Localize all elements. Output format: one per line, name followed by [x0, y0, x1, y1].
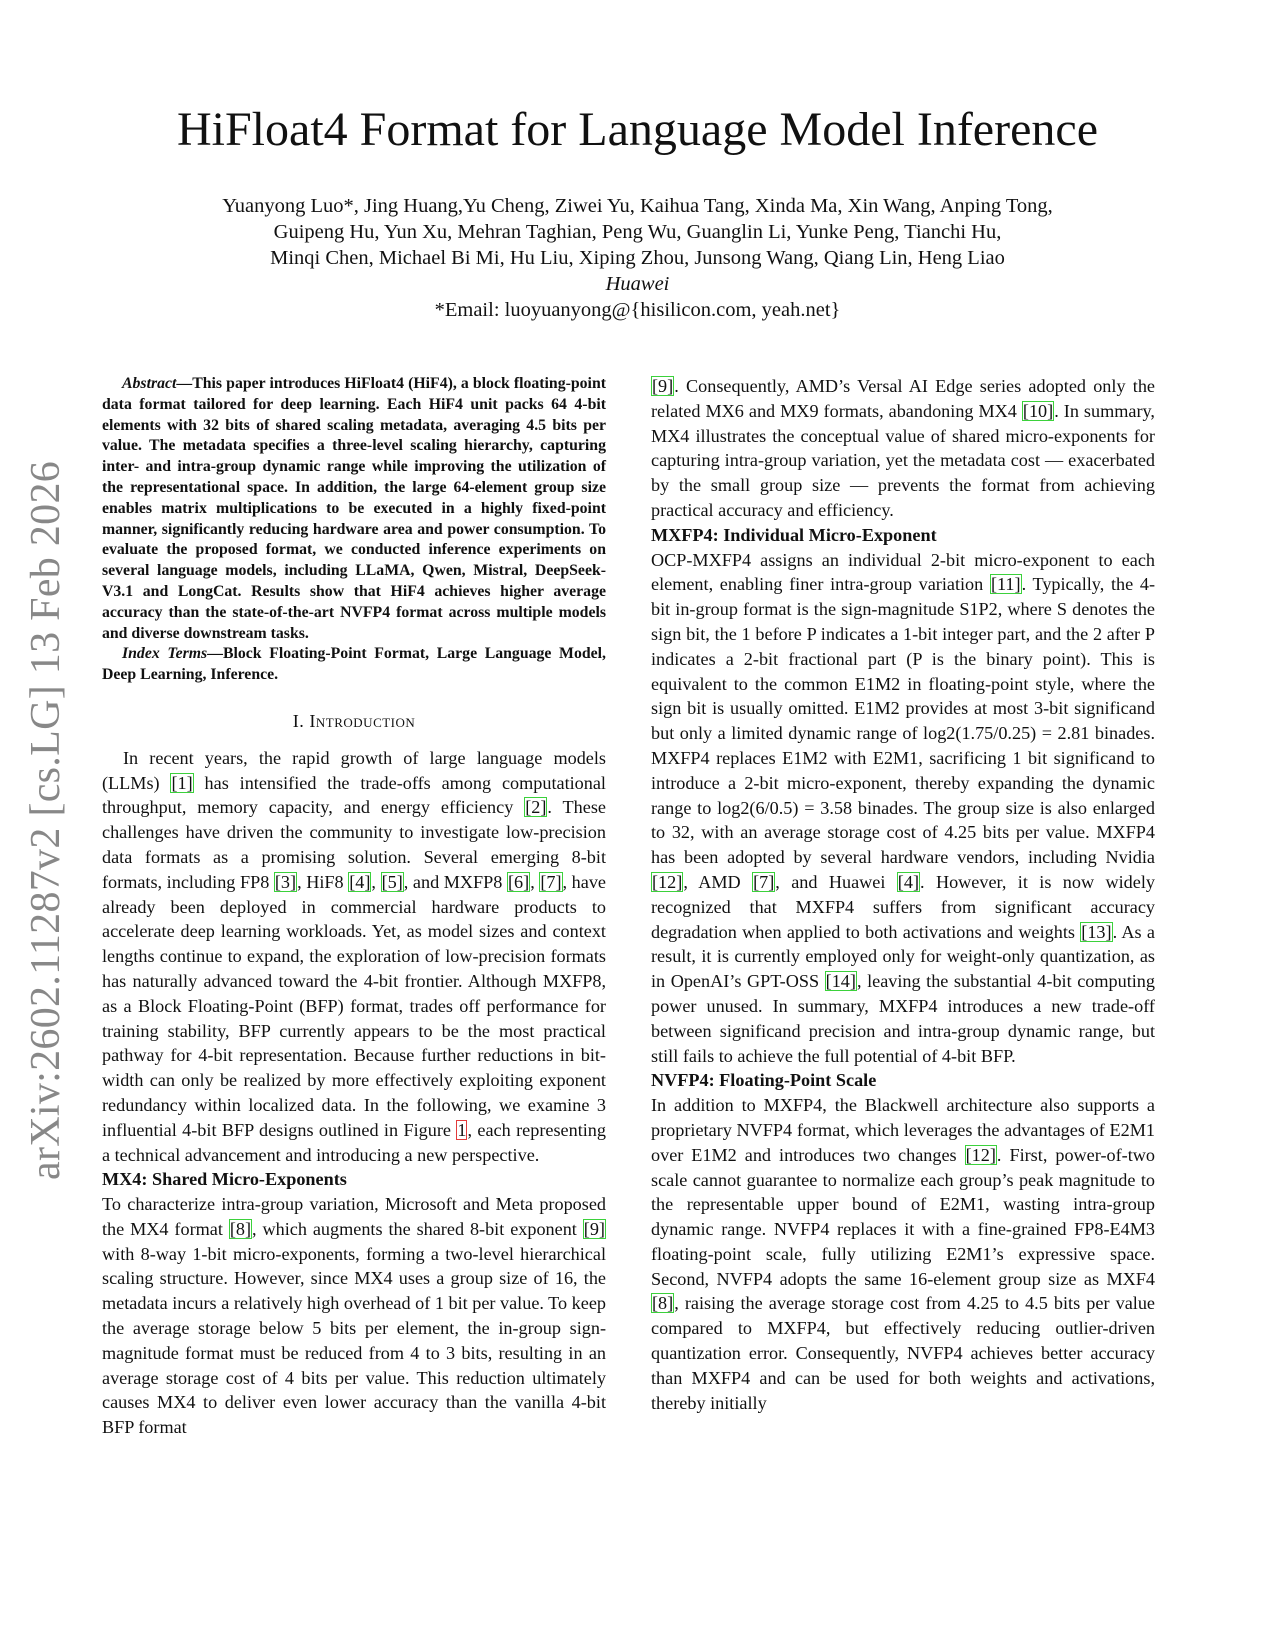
left-column — [102, 374, 606, 1440]
citation-link[interactable]: [10] — [1022, 400, 1054, 421]
citation-link[interactable]: [8] — [652, 1293, 674, 1314]
text-run: . Typically, the 4-bit in-group format is the sign-magnitude S1P2, where S denotes the sign bit, the 1 before P indicates a 1-bit integer part, and the 2 after P indicates a 2-bit fractional part (P is the binary point). This is equivalent to the common E1M2 in floating-point style, where the sign bit is usually omitted. E1M2 provides at most 3-bit significand but only a limited dynamic range of log2(1.75/0.25) = 2.81 binades. MXFP4 replaces E1M2 with E2M1, sacrificing 1 bit significand to introduce a 2-bit micro-exponent, thereby expanding the dynamic range to log2(6/0.5) = 3.58 binades. The group size is also enlarged to 32, with an average storage cost of 4.25 bits per value. MXFP4 has been adopted by several hardware vendors, including Nvidia — [651, 574, 1155, 868]
author-line-1: Yuanyong Luo*, Jing Huang,Yu Cheng, Ziwei Yu, Kaihua Tang, Xinda Ma, Xin Wang, Anping Tong, — [222, 195, 1053, 217]
right-column — [651, 374, 1155, 1415]
text-run: . Consequently, AMD’s Versal AI Edge series adopted only the related MX6 and MX9 formats, abandoning MX4 — [651, 376, 1155, 421]
mxfp4-paragraph — [651, 548, 1155, 1069]
citation-link[interactable]: [12] — [652, 871, 683, 892]
abstract — [102, 374, 606, 644]
subheading-nvfp4: NVFP4: Floating-Point Scale — [651, 1070, 877, 1091]
citation-link[interactable]: [2] — [525, 797, 547, 818]
index-terms-lead: Index Terms — [122, 645, 208, 663]
text-run: In recent years, the rapid growth of large language models (LLMs) — [102, 747, 606, 793]
section-title: Introduction — [309, 710, 416, 731]
citation-link[interactable]: [9] — [583, 1218, 605, 1239]
text-run: To characterize intra-group variation, Microsoft and Meta proposed the MX4 format — [102, 1194, 606, 1239]
citation-link[interactable]: [7] — [540, 871, 562, 892]
section-number: I. — [292, 710, 305, 731]
citation-link[interactable]: [3] — [274, 871, 297, 892]
mx4-paragraph — [102, 1192, 606, 1440]
text-run: . These challenges have driven the community to investigate low-precision data formats as a promising solution. Several emerging 8-bit formats, including FP8 — [102, 797, 606, 892]
citation-link[interactable]: [4] — [897, 871, 920, 892]
text-run: OCP-MXFP4 assigns an individual 2-bit micro-exponent to each element, enabling finer intra-group variation — [651, 549, 1155, 595]
email: *Email: luoyuanyong@{hisilicon.com, yeah.net} — [434, 299, 841, 321]
text-run: , — [371, 871, 381, 892]
author-line-3: Minqi Chen, Michael Bi Mi, Hu Liu, Xiping Zhou, Junsong Wang, Qiang Lin, Heng Liao — [270, 247, 1005, 269]
arxiv-identifier-stamp: arXiv:2602.11287v2 [cs.LG] 13 Feb 2026 — [23, 460, 69, 1180]
intro-paragraph — [102, 746, 606, 1168]
paper-title: HiFloat4 Format for Language Model Inference — [176, 103, 1099, 156]
text-run: , — [530, 871, 540, 892]
text-run: . In summary, MX4 illustrates the conceptual value of shared micro-exponents for capturing intra-group variation, yet the metadata cost — exacerbated by the small group size — prevents the format from achieving practical accuracy and efficiency. — [651, 400, 1155, 520]
figure-reference-link[interactable]: 1 — [457, 1119, 467, 1140]
text-run: , leaving the substantial 4-bit computing power unused. In summary, MXFP4 introduces a new trade-off between significand precision and intra-group dynamic range, but still fails to achieve the full potential of 4-bit BFP. — [651, 971, 1155, 1066]
citation-link[interactable]: [4] — [349, 871, 371, 892]
citation-link[interactable]: [11] — [990, 574, 1021, 595]
text-run: . As a result, it is currently employed only for weight-only quantization, as in OpenAI’s GPT-OSS — [651, 921, 1155, 992]
text-run: , raising the average storage cost from 4.25 to 4.5 bits per value compared to MXFP4, but effectively reducing outlier-driven quantization error. Consequently, NVFP4 achieves better accuracy than MXFP4 and can be used for both weights and activations, thereby initially — [651, 1293, 1155, 1413]
citation-link[interactable]: [8] — [229, 1218, 252, 1239]
abstract-lead: Abstract — [122, 375, 177, 392]
citation-link[interactable]: [5] — [381, 871, 403, 892]
author-line-2: Guipeng Hu, Yun Xu, Mehran Taghian, Peng Wu, Guanglin Li, Yunke Peng, Tianchi Hu, — [273, 221, 1002, 243]
subheading-mx4: MX4: Shared Micro-Exponents — [102, 1169, 347, 1190]
text-run: In addition to MXFP4, the Blackwell architecture also supports a proprietary NVFP4 format, which leverages the advantages of E2M1 over E1M2 and introduces two changes — [651, 1095, 1155, 1165]
abstract-text: —This paper introduces HiFloat4 (HiF4), a block floating-point data format tailored for deep learning. Each HiF4 unit packs 64 4-bit elements with 32 bits of shared scaling metadata, averaging 4.5 bits per value. The metadata specifies a three-level scaling hierarchy, capturing inter- and intra-group dynamic range while improving the utilization of the representational space. In addition, the large 64-element group size enables matrix multiplications to be executed in a highly fixed-point manner, significantly reducing hardware area and power consumption. To evaluate the proposed format, we conducted inference experiments on several language models, including LLaMA, Qwen, Mistral, DeepSeek-V3.1 and LongCat. Results show that HiF4 achieves higher average accuracy than the state-of-the-art NVFP4 format across multiple models and diverse downstream tasks. — [102, 375, 606, 642]
nvfp4-paragraph — [651, 1093, 1155, 1415]
index-terms-text: —Block Floating-Point Format, Large Language Model, Deep Learning, Inference. — [102, 645, 606, 684]
text-run: . However, it is now widely recognized that MXFP4 suffers from significant accuracy degradation when applied to both activations and weights — [651, 871, 1155, 942]
index-terms — [102, 644, 606, 686]
text-run: , AMD — [683, 871, 753, 892]
affiliation: Huawei — [605, 273, 670, 295]
mx4-paragraph-continued — [651, 374, 1155, 523]
subheading-mxfp4: MXFP4: Individual Micro-Exponent — [651, 524, 937, 545]
section-heading-introduction — [102, 709, 606, 734]
text-run: , each representing a technical advancement and introducing a new perspective. — [102, 1119, 606, 1165]
citation-link[interactable]: [7] — [753, 871, 775, 892]
citation-link[interactable]: [14] — [825, 971, 856, 992]
mx4-split-marker: with 8-way 1-bit micro-exponents, forming a two-level hierarchical scaling structure. However, since MX4 uses a group size of 16, the metadata incurs a relatively high overhead of 1 bit per value. To keep the average storage below 5 bits per element, the in-group sign-magnitude format must be reduced from 4 to 3 bits, resulting in an average storage cost of 4 bits per value. This reduction ultimately causes MX4 to deliver even lower accuracy than the vanilla 4-bit BFP format — [102, 1243, 606, 1438]
text-run: , have already been deployed in commercial hardware products to accelerate deep learning workloads. Yet, as model sizes and context lengths continue to expand, the exploration of low-precision formats has naturally advanced toward the 4-bit frontier. Although MXFP8, as a Block Floating-Point (BFP) format, trades off performance for training stability, BFP currently appears to be the most practical pathway for 4-bit representation. Because further reductions in bit-width can only be realized by more effectively exploiting exponent redundancy within localized data. In the following, we examine 3 influential 4-bit BFP designs outlined in Figure — [102, 871, 607, 1140]
citation-link[interactable]: [13] — [1081, 921, 1112, 942]
text-run: , HiF8 — [297, 871, 349, 892]
text-run: , and Huawei — [775, 871, 897, 892]
citation-link[interactable]: [12] — [965, 1144, 996, 1165]
text-run: has intensified the trade-offs among computational throughput, memory capacity, and energy efficiency — [102, 772, 606, 818]
text-run: . First, power-of-two scale cannot guarantee to normalize each group’s peak magnitude to the representable upper bound of E2M1, wasting intra-group dynamic range. NVFP4 replaces it with a fine-grained FP8-E4M3 floating-point scale, fully utilizing E2M1’s expressive space. Second, NVFP4 adopts the same 16-element group size as MXF4 — [651, 1144, 1155, 1289]
citation-link[interactable]: [6] — [507, 871, 530, 892]
author-block — [0, 193, 1275, 323]
text-run: , and MXFP8 — [403, 871, 507, 892]
citation-link[interactable]: [1] — [171, 772, 193, 793]
text-run: , which augments the shared 8-bit exponent — [252, 1218, 583, 1239]
citation-link[interactable]: [9] — [652, 376, 674, 396]
